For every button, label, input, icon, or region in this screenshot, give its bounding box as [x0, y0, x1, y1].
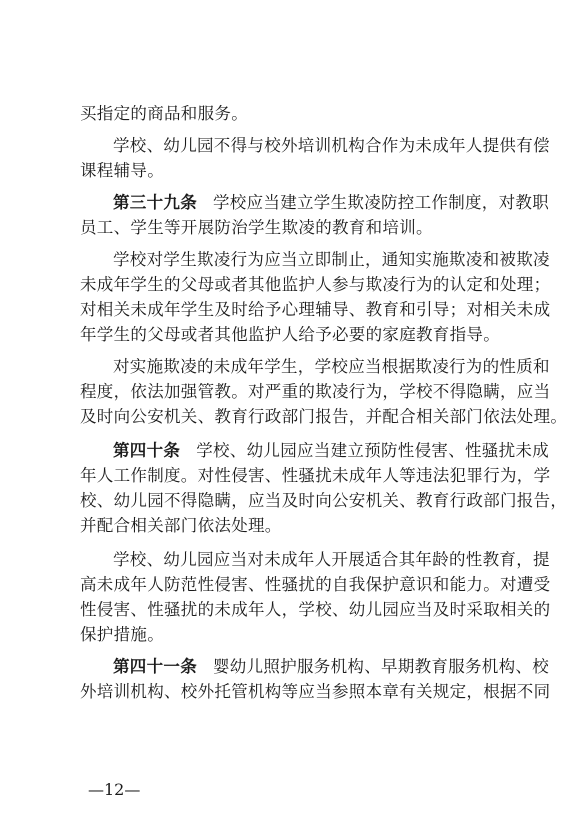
paragraph-line: 未成年学生的父母或者其他监护人参与欺凌行为的认定和处理；	[80, 275, 551, 294]
paragraph-line: 并配合相关部门依法处理。	[80, 516, 282, 535]
paragraph-line: 高未成年人防范性侵害、性骚扰的自我保护意识和能力。对遭受	[80, 575, 551, 594]
paragraph-line: 年学生的父母或者其他监护人给予必要的家庭教育指导。	[80, 325, 500, 344]
article-first-line	[113, 656, 549, 678]
paragraph-line: 学校、幼儿园应当对未成年人开展适合其年龄的性教育，提	[113, 550, 550, 569]
paragraph-line: 员工、学生等开展防治学生欺凌的教育和培训。	[80, 218, 433, 237]
paragraph-line: 程度，依法加强管教。对严重的欺凌行为，学校不得隐瞒，应当	[80, 382, 551, 401]
paragraph-line: 对相关未成年学生及时给予心理辅导、教育和引导；对相关未成	[80, 300, 551, 319]
paragraph-line: 年人工作制度。对性侵害、性骚扰未成年人等违法犯罪行为，学	[80, 466, 551, 485]
article-text: 婴幼儿照护服务机构、早期教育服务机构、校	[213, 657, 549, 676]
article-first-line	[113, 192, 549, 214]
paragraph-line: 学校对学生欺凌行为应当立即制止，通知实施欺凌和被欺凌	[113, 250, 550, 269]
article-text: 学校、幼儿园应当建立预防性侵害、性骚扰未成	[196, 441, 550, 460]
paragraph-line: 对实施欺凌的未成年学生，学校应当根据欺凌行为的性质和	[113, 357, 550, 376]
page-number: —12—	[88, 780, 141, 799]
paragraph-line: 学校、幼儿园不得与校外培训机构合作为未成年人提供有偿	[113, 136, 550, 155]
article-text: 学校应当建立学生欺凌防控工作制度，对教职	[213, 193, 549, 212]
paragraph-line: 校、幼儿园不得隐瞒，应当及时向公安机关、教育行政部门报告，	[80, 491, 568, 510]
article-first-line	[113, 440, 550, 462]
paragraph-line: 及时向公安机关、教育行政部门报告，并配合相关部门依法处理。	[80, 407, 568, 426]
article-heading: 第三十九条	[113, 193, 197, 212]
paragraph-line: 课程辅导。	[80, 161, 164, 180]
article-heading: 第四十一条	[113, 657, 197, 676]
paragraph-line: 外培训机构、校外托管机构等应当参照本章有关规定，根据不同	[80, 682, 551, 701]
article-heading: 第四十条	[113, 441, 181, 460]
paragraph-line: 保护措施。	[80, 625, 164, 644]
paragraph-line: 买指定的商品和服务。	[80, 104, 248, 123]
paragraph-line: 性侵害、性骚扰的未成年人，学校、幼儿园应当及时采取相关的	[80, 600, 551, 619]
